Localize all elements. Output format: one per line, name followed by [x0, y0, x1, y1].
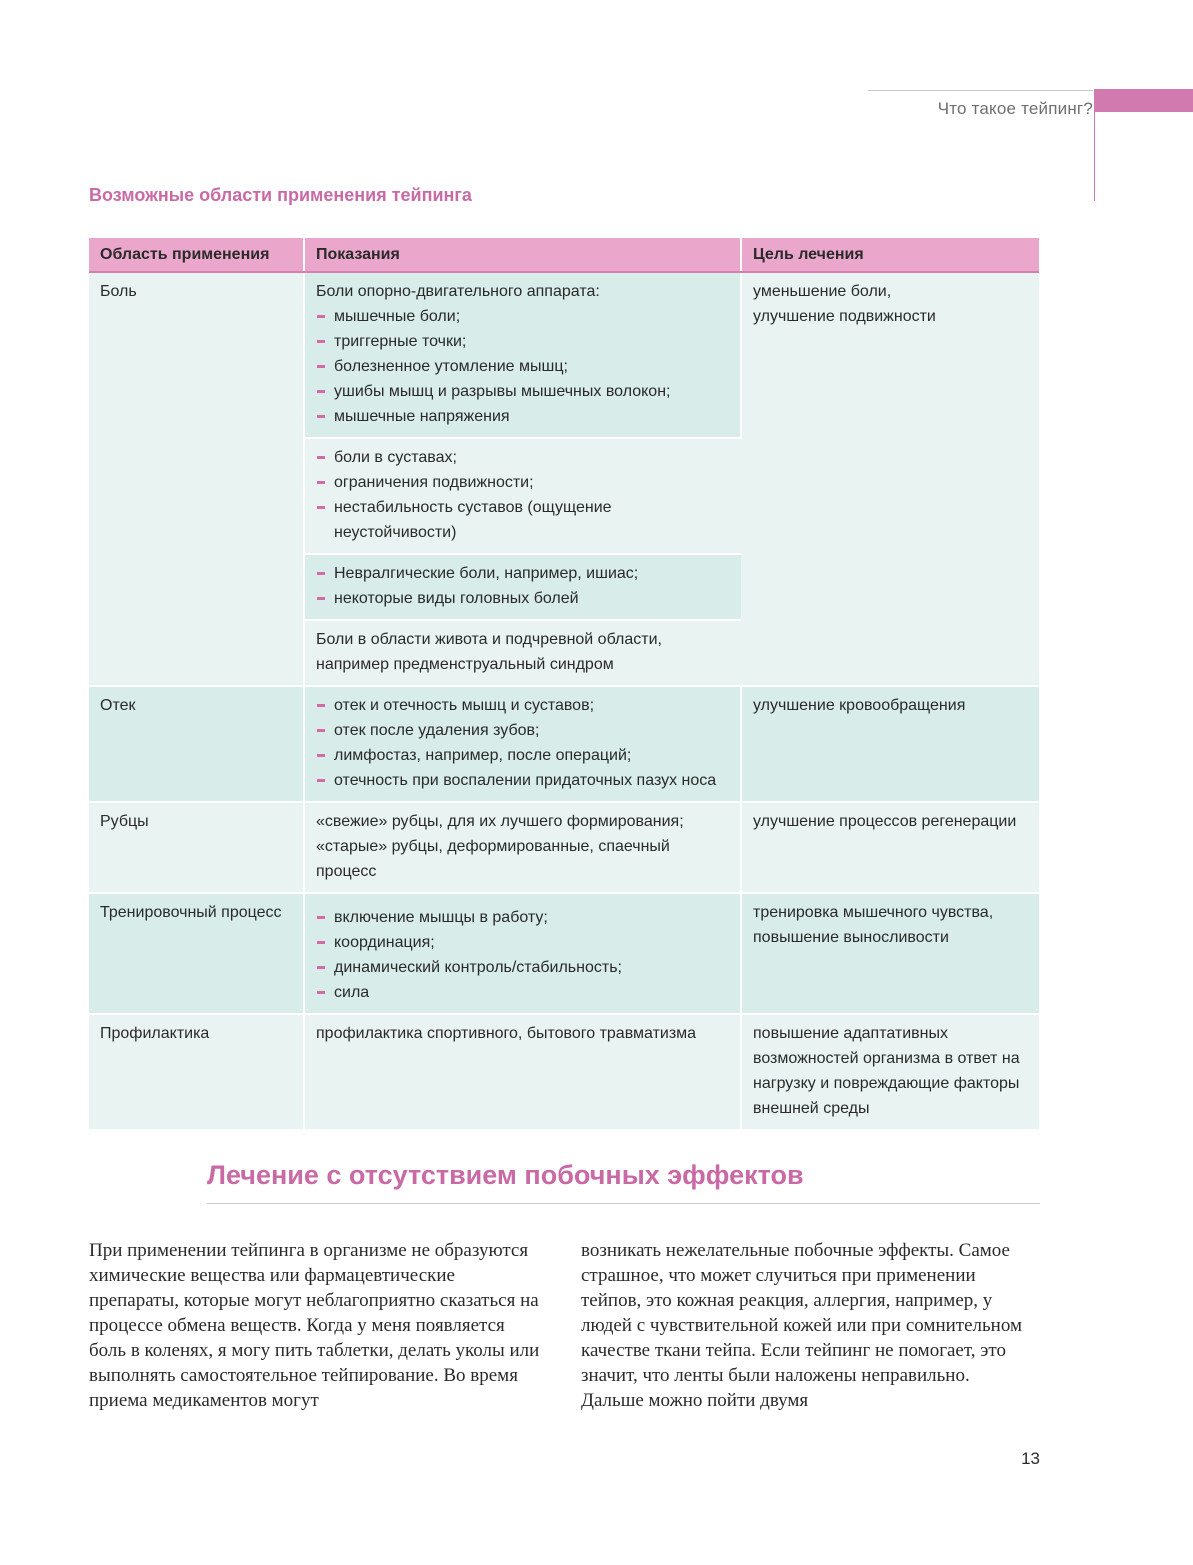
- indications-cell: [304, 686, 741, 802]
- table-title: Возможные области применения тейпинга: [89, 185, 472, 205]
- area-label: Рубцы: [100, 813, 149, 830]
- header-indications: Показания: [304, 238, 741, 272]
- table-header-row: [89, 238, 1039, 272]
- page-number: 13: [1021, 1449, 1040, 1468]
- area-cell: [89, 686, 304, 802]
- indications-text: профилактика спортивного, бытового травматизма: [316, 1025, 697, 1042]
- area-cell: [89, 893, 304, 1014]
- indications-cell: [304, 802, 741, 893]
- indications-cell: [304, 1014, 741, 1130]
- running-head: Что такое тейпинг?: [868, 90, 1093, 126]
- indications-list: [316, 304, 729, 429]
- header-area: Область применения: [89, 238, 304, 272]
- list-item: отечность при воспалении придаточных пазух носа: [316, 768, 729, 793]
- list-item: ограничения подвижности;: [316, 470, 730, 495]
- goal-cell: [741, 1014, 1039, 1130]
- table-row: [89, 1014, 1039, 1130]
- area-label: Профилактика: [100, 1025, 210, 1042]
- indications-list: [316, 445, 730, 545]
- goal-text: тренировка мышечного чувства, повышение выносливости: [753, 904, 994, 946]
- indications-cell: [304, 554, 741, 620]
- list-item: координация;: [316, 930, 729, 955]
- area-label: Тренировочный процесс: [100, 904, 282, 921]
- list-item: нестабильность суставов (ощущение неустойчивости): [316, 495, 730, 545]
- list-item: включение мышцы в работу;: [316, 905, 729, 930]
- list-item: сила: [316, 980, 729, 1005]
- section-heading: Лечение с отсутствием побочных эффектов: [207, 1160, 1040, 1204]
- table-row: [89, 802, 1039, 893]
- area-cell: [89, 1014, 304, 1130]
- list-item: отек и отечность мышц и суставов;: [316, 693, 729, 718]
- list-item: боли в суставах;: [316, 445, 730, 470]
- area-cell: [89, 802, 304, 893]
- area-label: Отек: [100, 697, 136, 714]
- list-item: Невралгические боли, например, ишиас;: [316, 561, 730, 586]
- body-text-right-column: возникать нежелательные побочные эффекты. Самое страшное, что может случиться при применении тейпов, это кожная реакция, аллергия, например, у людей с чувствительной кожей или при сомнительном качестве ткани тейпа. Если тейпинг не помогает, это значит, что ленты были наложены неправильно. Дальше можно пойти двумя: [581, 1240, 1022, 1411]
- indications-cell: [304, 272, 741, 438]
- list-item: лимфостаз, например, после операций;: [316, 743, 729, 768]
- indications-cell: [304, 438, 741, 554]
- corner-accent-block: [1094, 89, 1193, 112]
- goal-cell-pain: [741, 272, 1039, 686]
- goal-text: улучшение процессов регенерации: [753, 813, 1017, 830]
- table-row: [89, 686, 1039, 802]
- list-item: болезненное утомление мышц;: [316, 354, 729, 379]
- indications-list: [316, 693, 729, 793]
- body-text-left-column: При применении тейпинга в организме не образуются химические вещества или фармацевтические препараты, которые могут неблагоприятно сказаться на процессе обмена веществ. Когда у меня появляется боль в коленях, я могу пить таблетки, делать уколы или выполнять самостоятельное тейпирование. Во время приема медикаментов могут: [89, 1240, 540, 1411]
- goal-cell: [741, 686, 1039, 802]
- list-item: динамический контроль/стабильность;: [316, 955, 729, 980]
- list-item: ушибы мышц и разрывы мышечных волокон;: [316, 379, 729, 404]
- goal-text: улучшение кровообращения: [753, 697, 966, 714]
- indications-intro: Боли опорно-двигательного аппарата:: [316, 283, 600, 300]
- goal-cell: [741, 893, 1039, 1014]
- goal-text: уменьшение боли, улучшение подвижности: [753, 283, 936, 325]
- applications-table: [89, 238, 1039, 1131]
- indications-list: [316, 561, 730, 611]
- area-cell-pain: [89, 272, 304, 686]
- table-row: [89, 272, 1039, 438]
- table-row: [89, 893, 1039, 1014]
- goal-text: повышение адаптативных возможностей организма в ответ на нагрузку и повреждающие факторы внешней среды: [753, 1025, 1020, 1117]
- indications-text: «свежие» рубцы, для их лучшего формирования; «старые» рубцы, деформированные, спаечный процесс: [316, 813, 684, 880]
- indications-cell: [304, 893, 741, 1014]
- list-item: некоторые виды головных болей: [316, 586, 730, 611]
- list-item: отек после удаления зубов;: [316, 718, 729, 743]
- indications-text: Боли в области живота и подчревной области, например предменструальный синдром: [316, 631, 662, 673]
- header-goal: Цель лечения: [741, 238, 1039, 272]
- indications-list: [316, 905, 729, 1005]
- list-item: триггерные точки;: [316, 329, 729, 354]
- indications-cell: [304, 620, 741, 686]
- list-item: мышечные боли;: [316, 304, 729, 329]
- corner-accent-line: [1094, 112, 1095, 201]
- area-label: Боль: [100, 283, 137, 300]
- goal-cell: [741, 802, 1039, 893]
- list-item: мышечные напряжения: [316, 404, 729, 429]
